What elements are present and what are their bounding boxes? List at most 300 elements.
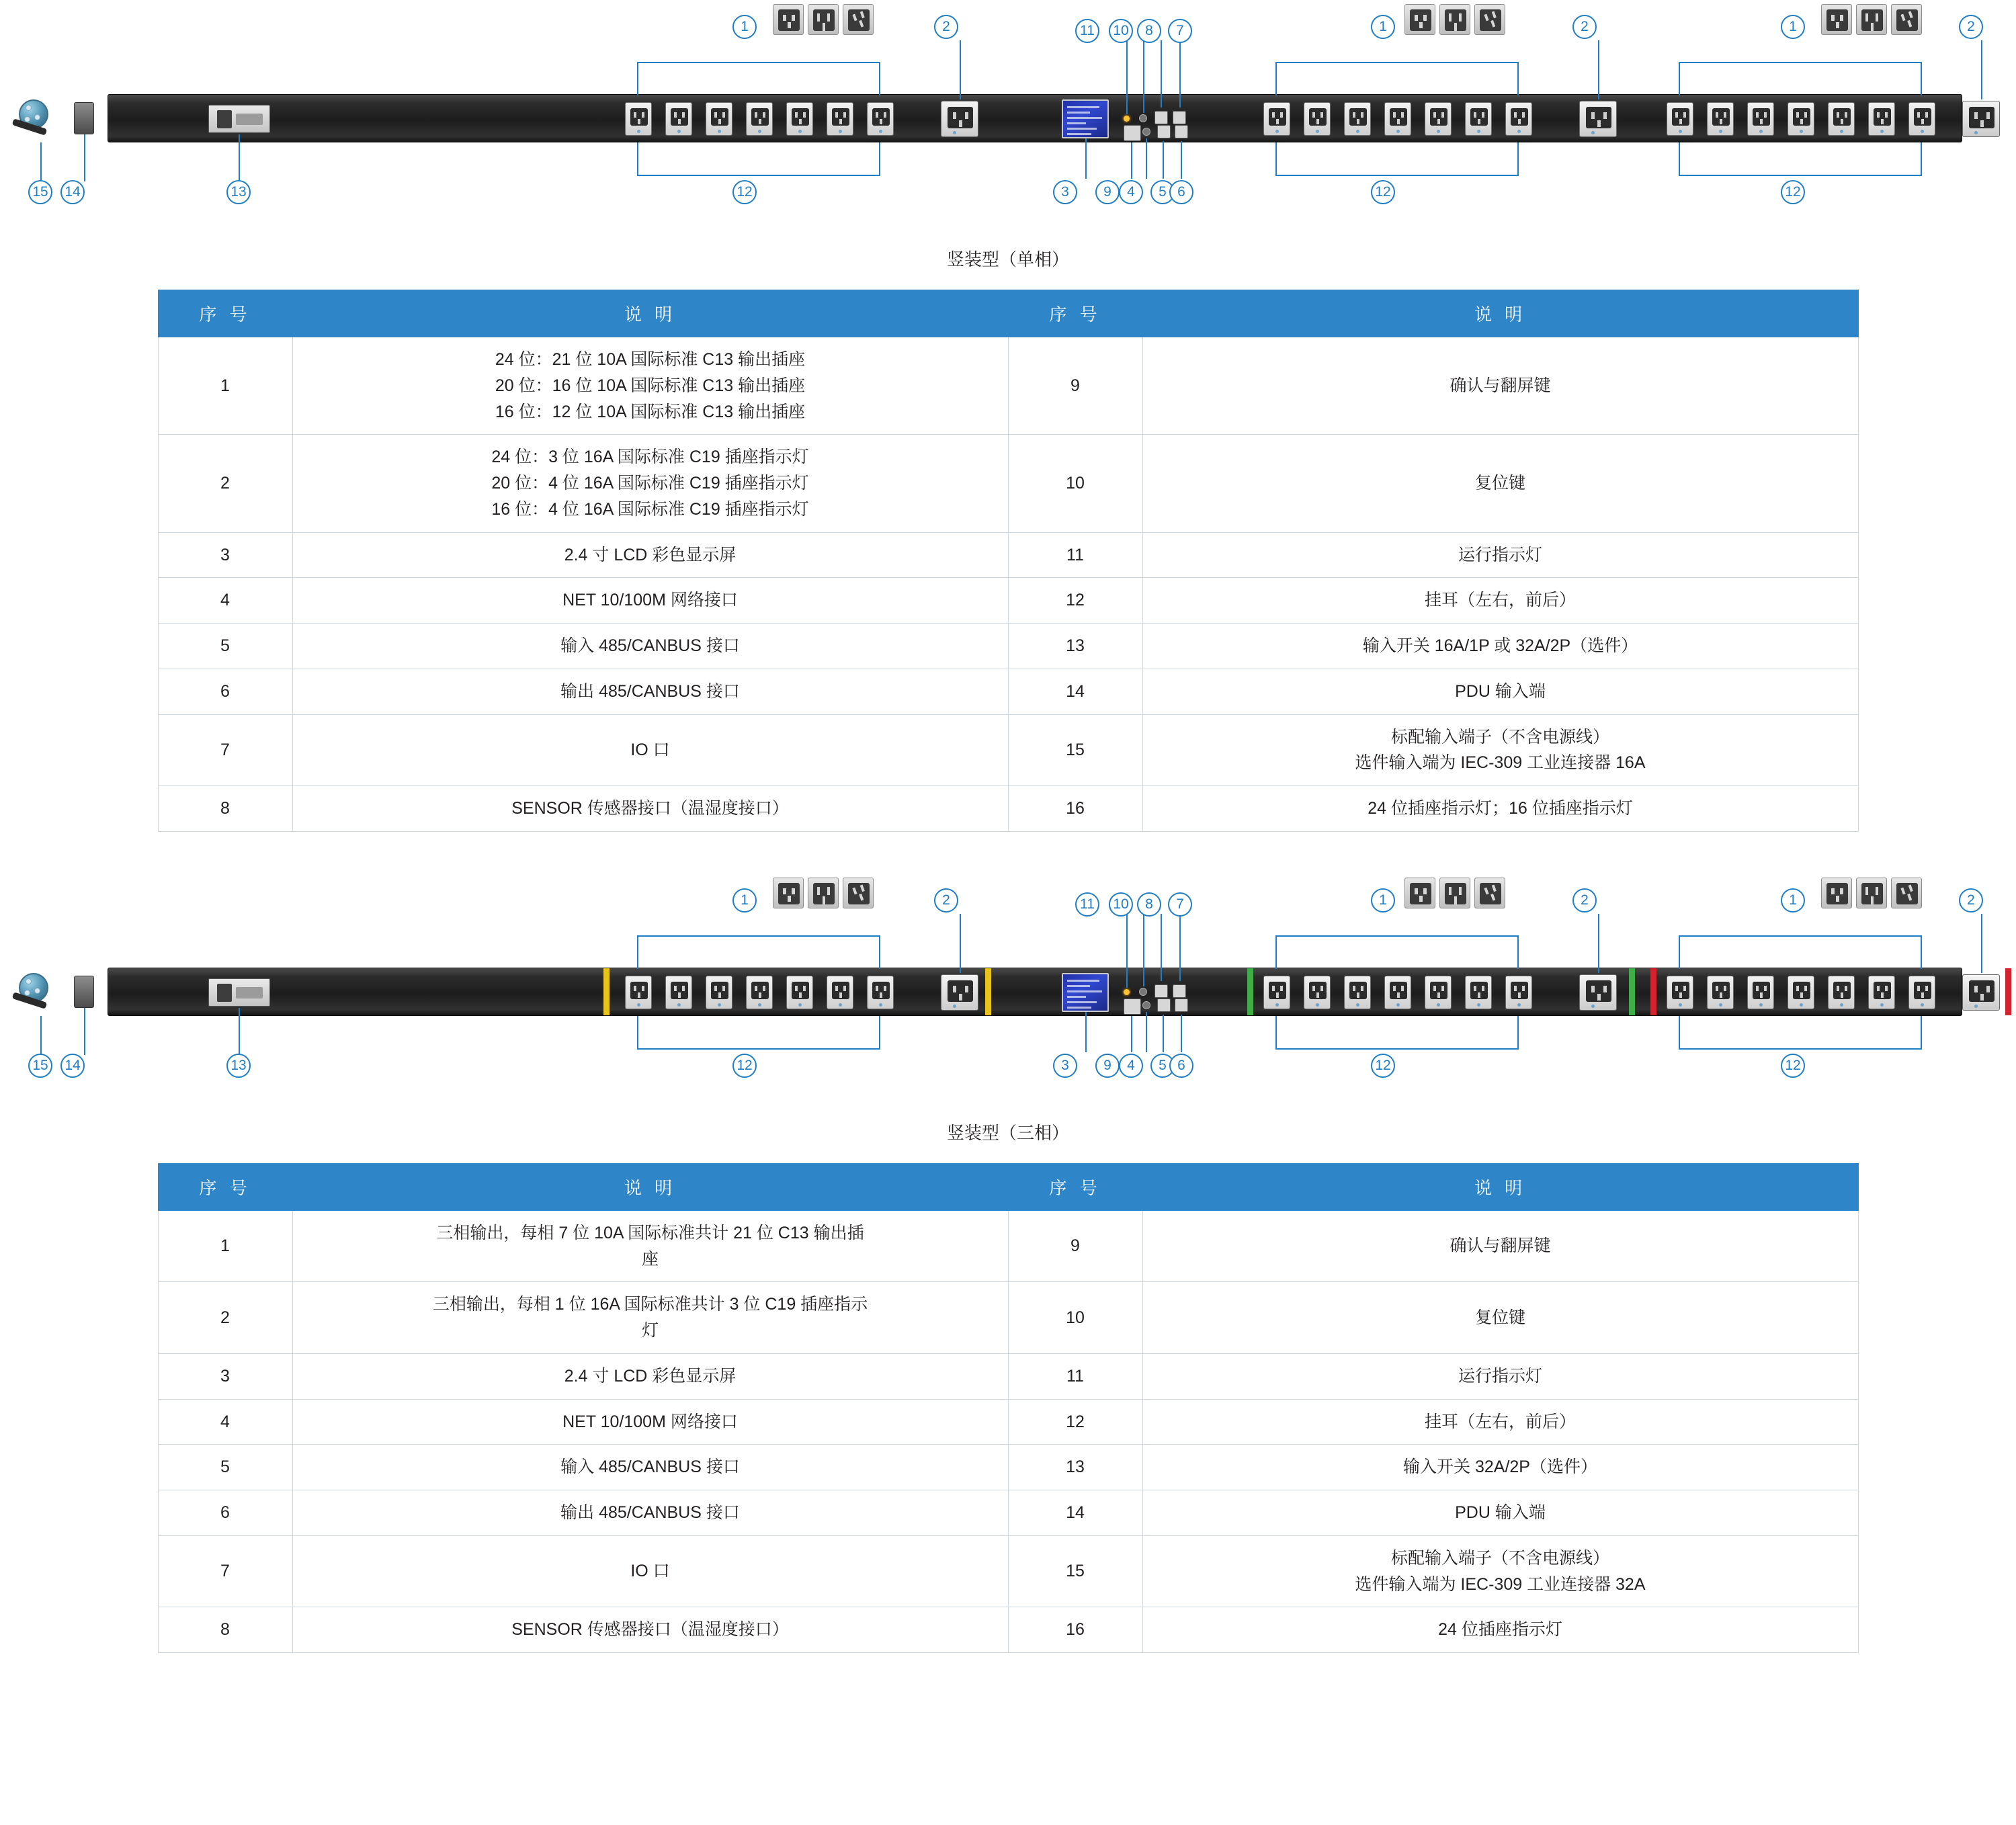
table-row [158,669,1858,714]
callout-10: 10 [1109,19,1133,43]
bracket-group1-bottom [637,1016,880,1050]
outlet-c13 [786,976,813,1009]
leader-5 [1163,1015,1164,1052]
cell-line: 24 位插座指示灯 [1438,1620,1562,1640]
outlet-c13 [1667,976,1693,1009]
reset-button[interactable] [1139,988,1147,996]
callout-3: 3 [1053,180,1077,204]
callout-14: 14 [60,1054,85,1078]
cell-desc-right [1142,1353,1858,1399]
leader-10 [1143,40,1144,113]
socket-thumb-cn-icon [1891,878,1922,908]
socket-type-thumbnails-group1 [773,878,874,908]
cell-line: 输入 485/CANBUS 接口 [560,1457,740,1477]
cell-desc-left [292,1282,1008,1354]
outlet-c13 [1304,102,1331,136]
table-row [158,1353,1858,1399]
cell-line: SENSOR 传感器接口（温湿度接口） [511,1620,789,1640]
outlet-c13 [665,976,692,1009]
table2-header-desc-left: 说 明 [292,1163,1008,1210]
cell-desc-left [292,1399,1008,1445]
callout-2: 2 [1959,15,1983,39]
outlet-c19 [941,101,978,137]
outlet-c19 [1579,974,1617,1011]
cell-index-left: 1 [158,1210,292,1282]
callout-15: 15 [28,180,52,204]
cell-line: 座 [641,1249,659,1269]
table1-header-desc-left: 说 明 [292,290,1008,337]
callout-1: 1 [1781,888,1805,913]
socket-type-thumbnails-group3 [1821,4,1922,35]
figure1-caption: 竖装型（单相） [946,249,1069,269]
cell-index-left: 2 [158,1282,292,1354]
run-indicator-led [1124,116,1130,122]
callout-13: 13 [226,180,251,204]
cell-index-right: 9 [1008,1210,1142,1282]
outlet-c13 [1465,102,1492,136]
outlet-c13 [1465,976,1492,1009]
leader-c19-2 [1598,914,1599,973]
callout-7: 7 [1168,892,1192,917]
callout-9: 9 [1095,1054,1120,1078]
table-row [158,578,1858,624]
spec-table-three-phase [158,1163,1859,1653]
outlet-c13 [1344,102,1371,136]
callout-12: 12 [1371,180,1395,204]
outlet-c19 [941,974,978,1011]
cell-line: 三相输出，每相 7 位 10A 国际标准共计 21 位 C13 输出插 [436,1223,864,1242]
bracket-group3-top [1679,935,1922,969]
cell-line: NET 10/100M 网络接口 [562,591,738,610]
cell-index-right: 13 [1008,1445,1142,1490]
outlet-c13 [1828,976,1855,1009]
cell-index-left: 7 [158,714,292,786]
socket-thumb-universal-icon [1856,4,1887,35]
cell-line: 复位键 [1474,474,1525,493]
sensor-port[interactable] [1154,984,1168,998]
table1-header-index-left: 序 号 [158,290,292,337]
cell-line: 输出 485/CANBUS 接口 [560,681,740,701]
cell-line: 确认与翻屏键 [1450,376,1551,395]
socket-thumb-c13-icon [1404,4,1435,35]
reset-button[interactable] [1139,114,1147,122]
cell-desc-right [1142,1607,1858,1653]
cell-desc-left [292,337,1008,435]
cell-desc-right [1142,578,1858,624]
pdu-diagram-single-phase [0,0,2016,242]
cell-index-left: 1 [158,337,292,435]
outlet-c13 [625,102,652,136]
cell-index-left: 8 [158,1607,292,1653]
callout-4: 4 [1119,1054,1143,1078]
cell-desc-left [292,1490,1008,1536]
cell-index-left: 5 [158,624,292,669]
cell-index-left: 4 [158,578,292,624]
cell-line: SENSOR 传感器接口（温湿度接口） [511,799,789,818]
leader-9 [1146,1012,1147,1052]
socket-thumb-cn-icon [1474,878,1505,908]
socket-thumb-c13-icon [773,4,804,35]
cell-desc-right [1142,714,1858,786]
cell-line: 运行指示灯 [1458,1366,1542,1386]
callout-14: 14 [60,180,85,204]
input-plug-icon [12,94,59,142]
outlet-c13 [1505,102,1532,136]
callout-1: 1 [1781,15,1805,39]
outlet-c13 [1425,976,1452,1009]
cell-line: 输入开关 32A/2P（选件） [1403,1457,1597,1477]
rs485-in-port[interactable] [1157,999,1171,1012]
callout-11: 11 [1075,892,1099,917]
cell-index-right: 11 [1008,532,1142,578]
cell-desc-left [292,624,1008,669]
cell-desc-left [292,669,1008,714]
cell-index-left: 5 [158,1445,292,1490]
outlet-c13 [1304,976,1331,1009]
callout-2: 2 [1572,15,1597,39]
outlet-c13 [746,102,773,136]
callout-8: 8 [1137,19,1161,43]
net-port[interactable] [1124,125,1141,141]
cell-line: 标配输入端子（不含电源线） [1390,727,1609,747]
cell-desc-right [1142,786,1858,832]
callout-2: 2 [1572,888,1597,913]
cable-gland [74,976,94,1008]
rs485-in-port[interactable] [1157,125,1171,138]
figure2-caption: 竖装型（三相） [946,1122,1069,1143]
rs485-out-port[interactable] [1175,999,1188,1012]
table-row [158,1445,1858,1490]
callout-11: 11 [1075,19,1099,43]
cell-index-left: 6 [158,1490,292,1536]
leader-7 [1179,40,1181,108]
socket-type-thumbnails-group2 [1404,878,1505,908]
cell-line: 24 位：3 位 16A 国际标准 C19 插座指示灯 [491,448,809,467]
cell-line: 2.4 寸 LCD 彩色显示屏 [564,545,737,564]
table-row [158,1535,1858,1607]
phase-marker-l3-start [1650,968,1656,1015]
callout-12: 12 [1781,1054,1805,1078]
bracket-group2-top [1275,935,1519,969]
table-row [158,1607,1858,1653]
phase-marker-l2-end [1629,968,1635,1015]
cell-line: 16 位：12 位 10A 国际标准 C13 输出插座 [495,402,806,421]
outlet-c13 [1505,976,1532,1009]
phase-marker-l2-start [1247,968,1253,1015]
outlet-c13 [786,102,813,136]
cell-line: 挂耳（左右，前后） [1424,591,1576,610]
cell-index-left: 4 [158,1399,292,1445]
callout-5: 5 [1150,1054,1175,1078]
io-port[interactable] [1173,111,1186,124]
cell-line: 16 位：4 位 16A 国际标准 C19 插座指示灯 [491,499,809,519]
cell-line: 输出 485/CANBUS 接口 [560,1503,740,1522]
bracket-group3-bottom [1679,142,1922,176]
socket-thumb-universal-icon [808,878,839,908]
callout-1: 1 [1371,15,1395,39]
callout-12: 12 [1781,180,1805,204]
outlet-c13 [706,102,732,136]
cell-desc-right [1142,624,1858,669]
callout-2: 2 [934,888,958,913]
cell-line: PDU 输入端 [1455,681,1546,701]
run-indicator-led [1124,989,1130,995]
cell-desc-right [1142,1399,1858,1445]
cell-line: 20 位：16 位 10A 国际标准 C13 输出插座 [495,376,806,395]
cell-line: 复位键 [1474,1308,1525,1327]
leader-c19-2 [1598,40,1599,99]
callout-15: 15 [28,1054,52,1078]
cell-desc-right [1142,532,1858,578]
leader-8 [1161,914,1162,981]
callout-1: 1 [732,888,757,913]
socket-type-thumbnails-group3 [1821,878,1922,908]
leader-9 [1146,138,1147,179]
cell-desc-left [292,786,1008,832]
outlet-c19 [1962,974,2000,1011]
callout-13: 13 [226,1054,251,1078]
bracket-group2-bottom [1275,142,1519,176]
outlet-c13 [1868,102,1895,136]
callout-1: 1 [1371,888,1395,913]
cell-index-right: 15 [1008,714,1142,786]
cell-line: 确认与翻屏键 [1450,1236,1551,1256]
leader-14 [84,1008,85,1055]
callout-5: 5 [1150,180,1175,204]
cable-gland [74,102,94,134]
outlet-c19 [1962,101,2000,137]
phase-marker-l1-start [603,968,610,1015]
callout-6: 6 [1169,1054,1193,1078]
callout-4: 4 [1119,180,1143,204]
table-row [158,714,1858,786]
leader-13 [239,1008,240,1055]
outlet-c13 [1868,976,1895,1009]
socket-thumb-cn-icon [1474,4,1505,35]
table2-header-desc-right: 说 明 [1142,1163,1858,1210]
cell-desc-left [292,435,1008,532]
leader-8 [1161,40,1162,108]
table2-header-index-right: 序 号 [1008,1163,1142,1210]
leader-5 [1163,141,1164,179]
io-port[interactable] [1173,984,1186,998]
leader-c19-3 [1981,914,1982,973]
table2-header-index-left: 序 号 [158,1163,292,1210]
cell-line: 选件输入端为 IEC-309 工业连接器 32A [1355,1574,1646,1594]
outlet-c13 [1707,102,1734,136]
cell-index-left: 2 [158,435,292,532]
outlet-c13 [827,976,853,1009]
table-row [158,337,1858,435]
cell-desc-left [292,1353,1008,1399]
phase-marker-l3-end [2005,968,2011,1015]
cell-desc-left [292,532,1008,578]
cell-desc-left [292,1535,1008,1607]
bracket-group2-bottom [1275,1016,1519,1050]
leader-3 [1085,138,1087,179]
input-breaker [208,105,270,133]
outlet-c13 [1747,102,1774,136]
leader-4 [1131,142,1132,179]
bracket-group1-bottom [637,142,880,176]
outlet-c13 [1425,102,1452,136]
rs485-out-port[interactable] [1175,125,1188,138]
cell-line: 灯 [641,1321,659,1340]
socket-thumb-universal-icon [1856,878,1887,908]
cell-line: IO 口 [630,1562,670,1581]
cell-desc-right [1142,1445,1858,1490]
callout-2: 2 [934,15,958,39]
input-breaker [208,978,270,1007]
figure-three-phase [0,874,2016,1653]
outlet-c19 [1579,101,1617,137]
confirm-button[interactable] [1142,1001,1150,1009]
cell-index-left: 6 [158,669,292,714]
table-row [158,435,1858,532]
outlet-c13 [625,976,652,1009]
cell-line: 2.4 寸 LCD 彩色显示屏 [564,1366,737,1386]
socket-thumb-universal-icon [808,4,839,35]
socket-thumb-c13-icon [1821,4,1852,35]
callout-2: 2 [1959,888,1983,913]
cell-index-right: 12 [1008,1399,1142,1445]
leader-6 [1181,1015,1182,1052]
table1-header-desc-right: 说 明 [1142,290,1858,337]
leader-10 [1143,914,1144,986]
callout-8: 8 [1137,892,1161,917]
leader-11 [1126,40,1128,114]
socket-thumb-cn-icon [843,878,874,908]
cell-index-left: 3 [158,1353,292,1399]
leader-c19-1 [960,40,961,99]
cell-desc-left [292,578,1008,624]
cell-index-left: 8 [158,786,292,832]
callout-3: 3 [1053,1054,1077,1078]
table-row [158,1282,1858,1354]
outlet-c13 [1263,102,1290,136]
cell-index-right: 12 [1008,578,1142,624]
leader-15 [40,1016,42,1055]
leader-15 [40,142,42,181]
pdu-diagram-three-phase [0,874,2016,1115]
table-row [158,786,1858,832]
spec-table-single-phase [158,290,1859,832]
callout-1: 1 [732,15,757,39]
cell-desc-right [1142,337,1858,435]
leader-6 [1181,141,1182,179]
outlet-c13 [867,102,894,136]
callout-12: 12 [1371,1054,1395,1078]
bracket-group3-top [1679,62,1922,95]
net-port[interactable] [1124,999,1141,1015]
socket-thumb-c13-icon [773,878,804,908]
callout-12: 12 [732,1054,757,1078]
confirm-button[interactable] [1142,128,1150,136]
outlet-c13 [1828,102,1855,136]
socket-thumb-cn-icon [843,4,874,35]
leader-4 [1131,1016,1132,1052]
lcd-display[interactable] [1062,973,1109,1012]
leader-3 [1085,1012,1087,1052]
cell-line: 选件输入端为 IEC-309 工业连接器 16A [1355,753,1646,773]
outlet-c13 [1908,976,1935,1009]
table-row [158,624,1858,669]
leader-c19-3 [1981,40,1982,99]
input-plug-icon [12,968,59,1016]
cell-line: 挂耳（左右，前后） [1424,1412,1576,1431]
cell-desc-right [1142,1210,1858,1282]
table-row [158,1210,1858,1282]
outlet-c13 [1384,102,1411,136]
callout-9: 9 [1095,180,1120,204]
cell-line: 运行指示灯 [1458,545,1542,564]
lcd-display[interactable] [1062,99,1109,138]
cell-line: 标配输入端子（不含电源线） [1390,1548,1609,1568]
cell-line: NET 10/100M 网络接口 [562,1412,738,1431]
cell-line: 输入开关 16A/1P 或 32A/2P（选件） [1362,636,1638,655]
cell-line: 24 位：21 位 10A 国际标准 C13 输出插座 [495,350,806,369]
callout-10: 10 [1109,892,1133,917]
socket-thumb-universal-icon [1439,4,1470,35]
cell-index-right: 10 [1008,435,1142,532]
table1-header-index-right: 序 号 [1008,290,1142,337]
outlet-c13 [1384,976,1411,1009]
outlet-c13 [1263,976,1290,1009]
cell-index-right: 14 [1008,1490,1142,1536]
leader-11 [1126,914,1128,988]
cell-index-right: 16 [1008,1607,1142,1653]
cell-line: IO 口 [630,740,670,759]
cell-index-right: 15 [1008,1535,1142,1607]
callout-6: 6 [1169,180,1193,204]
cell-line: 24 位插座指示灯；16 位插座指示灯 [1368,799,1633,818]
cell-index-right: 16 [1008,786,1142,832]
cell-line: 20 位：4 位 16A 国际标准 C19 插座指示灯 [491,474,809,493]
cell-line: 输入 485/CANBUS 接口 [560,636,740,655]
cell-line: 三相输出，每相 1 位 16A 国际标准共计 3 位 C19 插座指示 [432,1295,868,1314]
sensor-port[interactable] [1154,111,1168,124]
bracket-group1-top [637,935,880,969]
leader-7 [1179,914,1181,981]
callout-7: 7 [1168,19,1192,43]
leader-14 [84,134,85,181]
outlet-c13 [1707,976,1734,1009]
socket-thumb-universal-icon [1439,878,1470,908]
cell-index-right: 13 [1008,624,1142,669]
leader-c19-1 [960,914,961,973]
socket-type-thumbnails-group1 [773,4,874,35]
leader-13 [239,134,240,181]
outlet-c13 [665,102,692,136]
cell-index-left: 3 [158,532,292,578]
socket-thumb-c13-icon [1821,878,1852,908]
cell-desc-right [1142,1490,1858,1536]
outlet-c13 [827,102,853,136]
cell-desc-right [1142,1282,1858,1354]
cell-desc-right [1142,1535,1858,1607]
socket-thumb-cn-icon [1891,4,1922,35]
callout-12: 12 [732,180,757,204]
cell-index-left: 7 [158,1535,292,1607]
cell-desc-right [1142,435,1858,532]
table-row [158,1490,1858,1536]
cell-index-right: 11 [1008,1353,1142,1399]
cell-index-right: 10 [1008,1282,1142,1354]
cell-desc-left [292,714,1008,786]
outlet-c13 [706,976,732,1009]
bracket-group2-top [1275,62,1519,95]
outlet-c13 [1747,976,1774,1009]
